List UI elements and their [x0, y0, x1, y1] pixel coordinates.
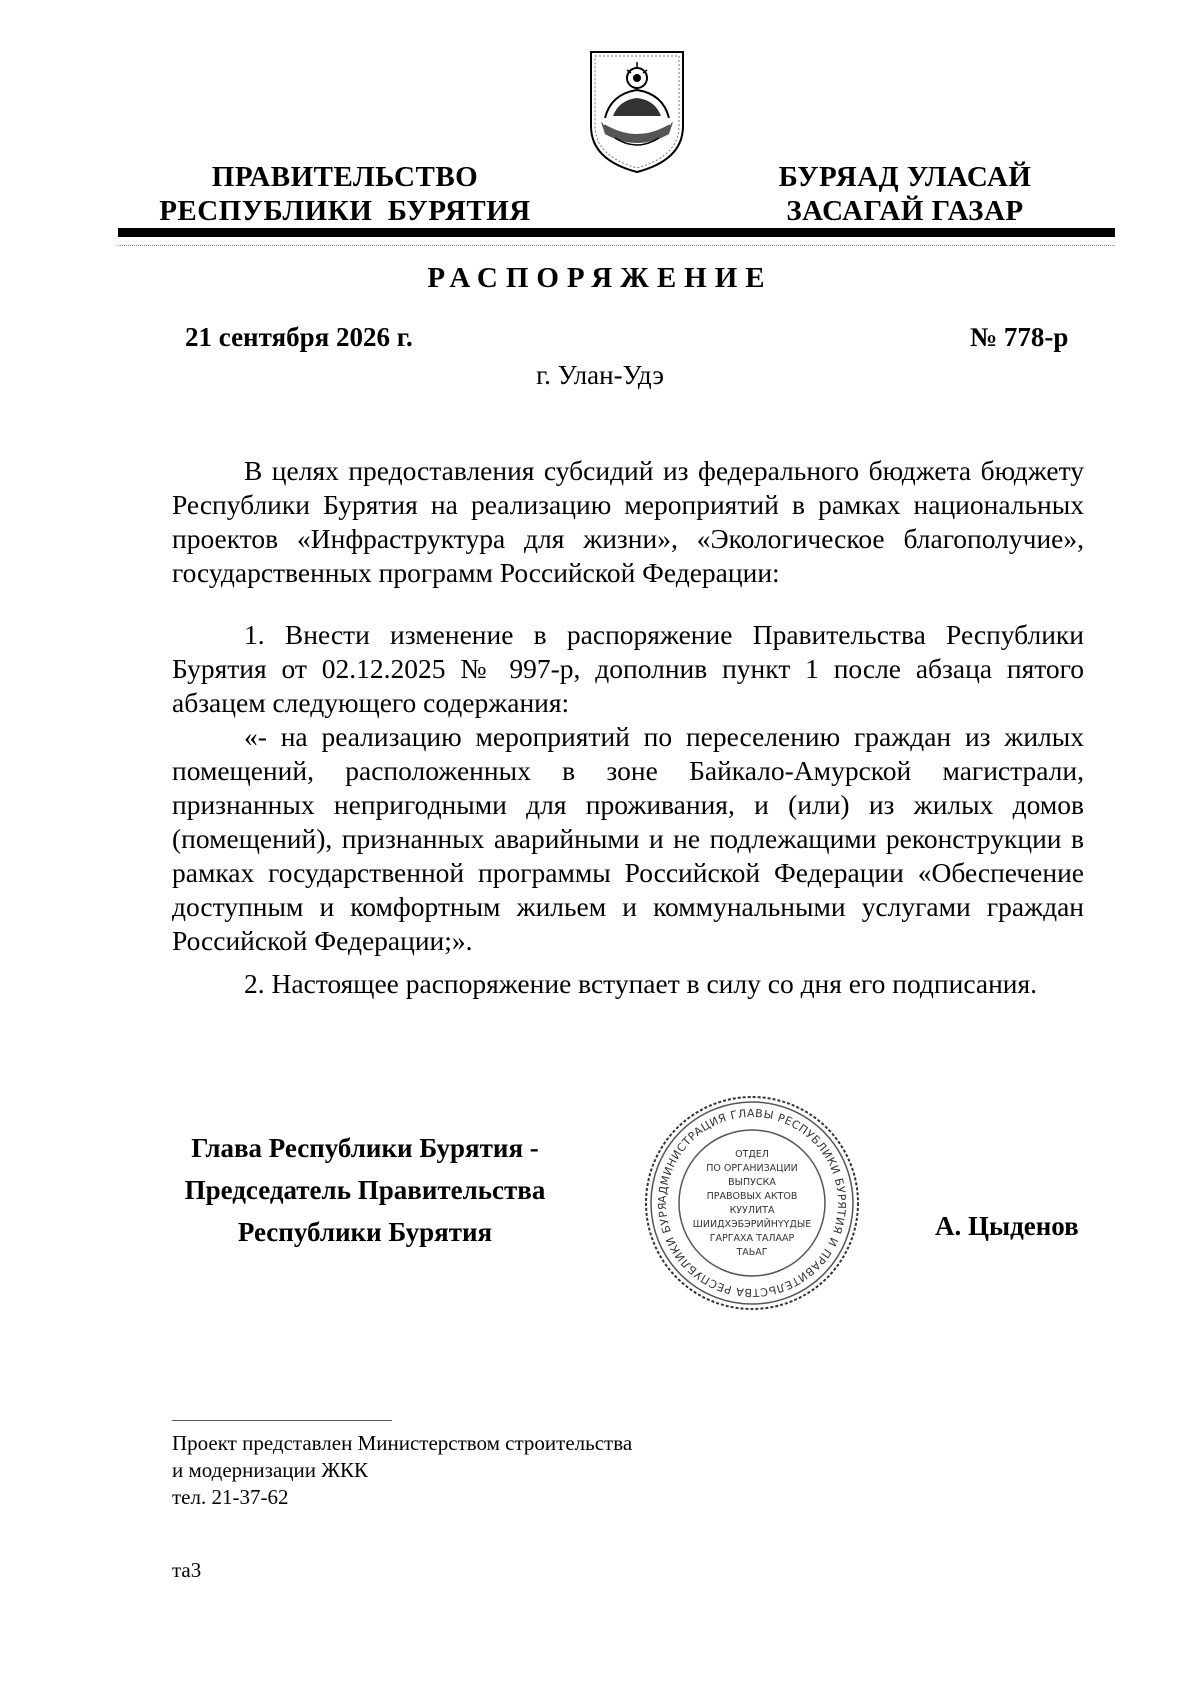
document-city: г. Улан-Удэ — [536, 360, 664, 390]
coat-of-arms-icon — [587, 48, 687, 176]
paragraph-text: «- на реализацию мероприятий по переселению граждан из жилых помещений, расположенных в зоне Байкало-Амурской магистрали, признанных непригодными для проживания, и (или) из жилых домов (помещений), признанных аварийными и не подлежащими реконструкции в рамках государственной программы Российской Федерации «Обеспечение доступным и комфортным жильем и коммунальными услугами граждан Российской Федерации;». — [172, 721, 1084, 956]
footnote-block — [172, 1430, 632, 1511]
signature-title-line3: Республики Бурятия — [237, 1217, 493, 1247]
header-left-block — [150, 160, 540, 228]
document-number: № 778-р — [970, 322, 1069, 352]
body-paragraph-1 — [172, 454, 1084, 590]
paragraph-text: 2. Настоящее распоряжение вступает в силу со дня его подписания. — [244, 968, 1038, 999]
seal-inner-line: ШИИДХЭБЭРИЙНҮҮДЫЕ — [692, 1219, 812, 1230]
body-paragraph-4 — [172, 967, 1084, 1001]
seal-inner-line: ГАРГАХА ТАЛААР — [709, 1233, 795, 1244]
signature-title-line2: Председатель Правительства — [184, 1175, 546, 1205]
paragraph-text: 1. Внести изменение в распоряжение Правительства Республики Бурятия от 02.12.2025 № 997-р, дополнив пункт 1 после абзаца пятого абзацем следующего содержания: — [172, 619, 1084, 718]
body-paragraph-3 — [172, 720, 1084, 958]
body-paragraph-2 — [172, 618, 1084, 720]
seal-inner-line: ВЫПУСКА — [728, 1177, 776, 1188]
seal-inner-line: ПРАВОВЫХ АКТОВ — [706, 1191, 798, 1202]
seal-inner-line: ПО ОРГАНИЗАЦИИ — [706, 1163, 798, 1174]
seal-icon — [642, 1093, 862, 1313]
signer-name: А. Цыденов — [935, 1211, 1079, 1241]
coat-of-arms-emblem — [587, 48, 687, 176]
seal-inner-line: ТАЬАГ — [736, 1247, 768, 1258]
footnote-phone: тел. 21-37-62 — [172, 1485, 289, 1509]
paragraph-text: В целях предоставления субсидий из федерального бюджета бюджету Республики Бурятия на реализацию мероприятий в рамках национальных проектов «Инфраструктура для жизни», «Экологическое благополучие», государственных программ Российской Федерации: — [172, 455, 1084, 588]
document-date: 21 сентября 2026 г. — [185, 322, 413, 352]
signature-title-line1: Глава Республики Бурятия - — [191, 1133, 539, 1163]
official-seal-stamp — [642, 1093, 862, 1313]
seal-inner-line: КУУЛИТА — [729, 1205, 775, 1216]
seal-outer-text: АДМИНИСТРАЦИЯ ГЛАВЫ РЕСПУБЛИКИ БУРЯТИЯ И ПРАВИТЕЛЬСТВА РЕСПУБЛИКИ БУРЯ — [655, 1106, 849, 1300]
header-right-line1: БУРЯАД УЛАСАЙ — [778, 161, 1032, 193]
header-right-line2: ЗАСАГАЙ ГАЗАР — [786, 195, 1024, 227]
document-mark: та3 — [172, 1558, 202, 1582]
footnote-line1: Проект представлен Министерством строительства — [172, 1431, 633, 1455]
footnote-line2: и модернизации ЖКК — [172, 1458, 369, 1482]
signature-title-block — [165, 1127, 565, 1253]
footnote-divider — [172, 1420, 392, 1421]
header-divider-thick — [118, 228, 1115, 237]
header-divider-thin — [118, 245, 1115, 246]
header-left-line1: ПРАВИТЕЛЬСТВО — [211, 161, 479, 193]
seal-inner-line: ОТДЕЛ — [735, 1149, 769, 1160]
document-title: РАСПОРЯЖЕНИЕ — [427, 262, 773, 294]
header-right-block — [760, 160, 1050, 228]
header-left-line2: РЕСПУБЛИКИ БУРЯТИЯ — [159, 195, 531, 227]
